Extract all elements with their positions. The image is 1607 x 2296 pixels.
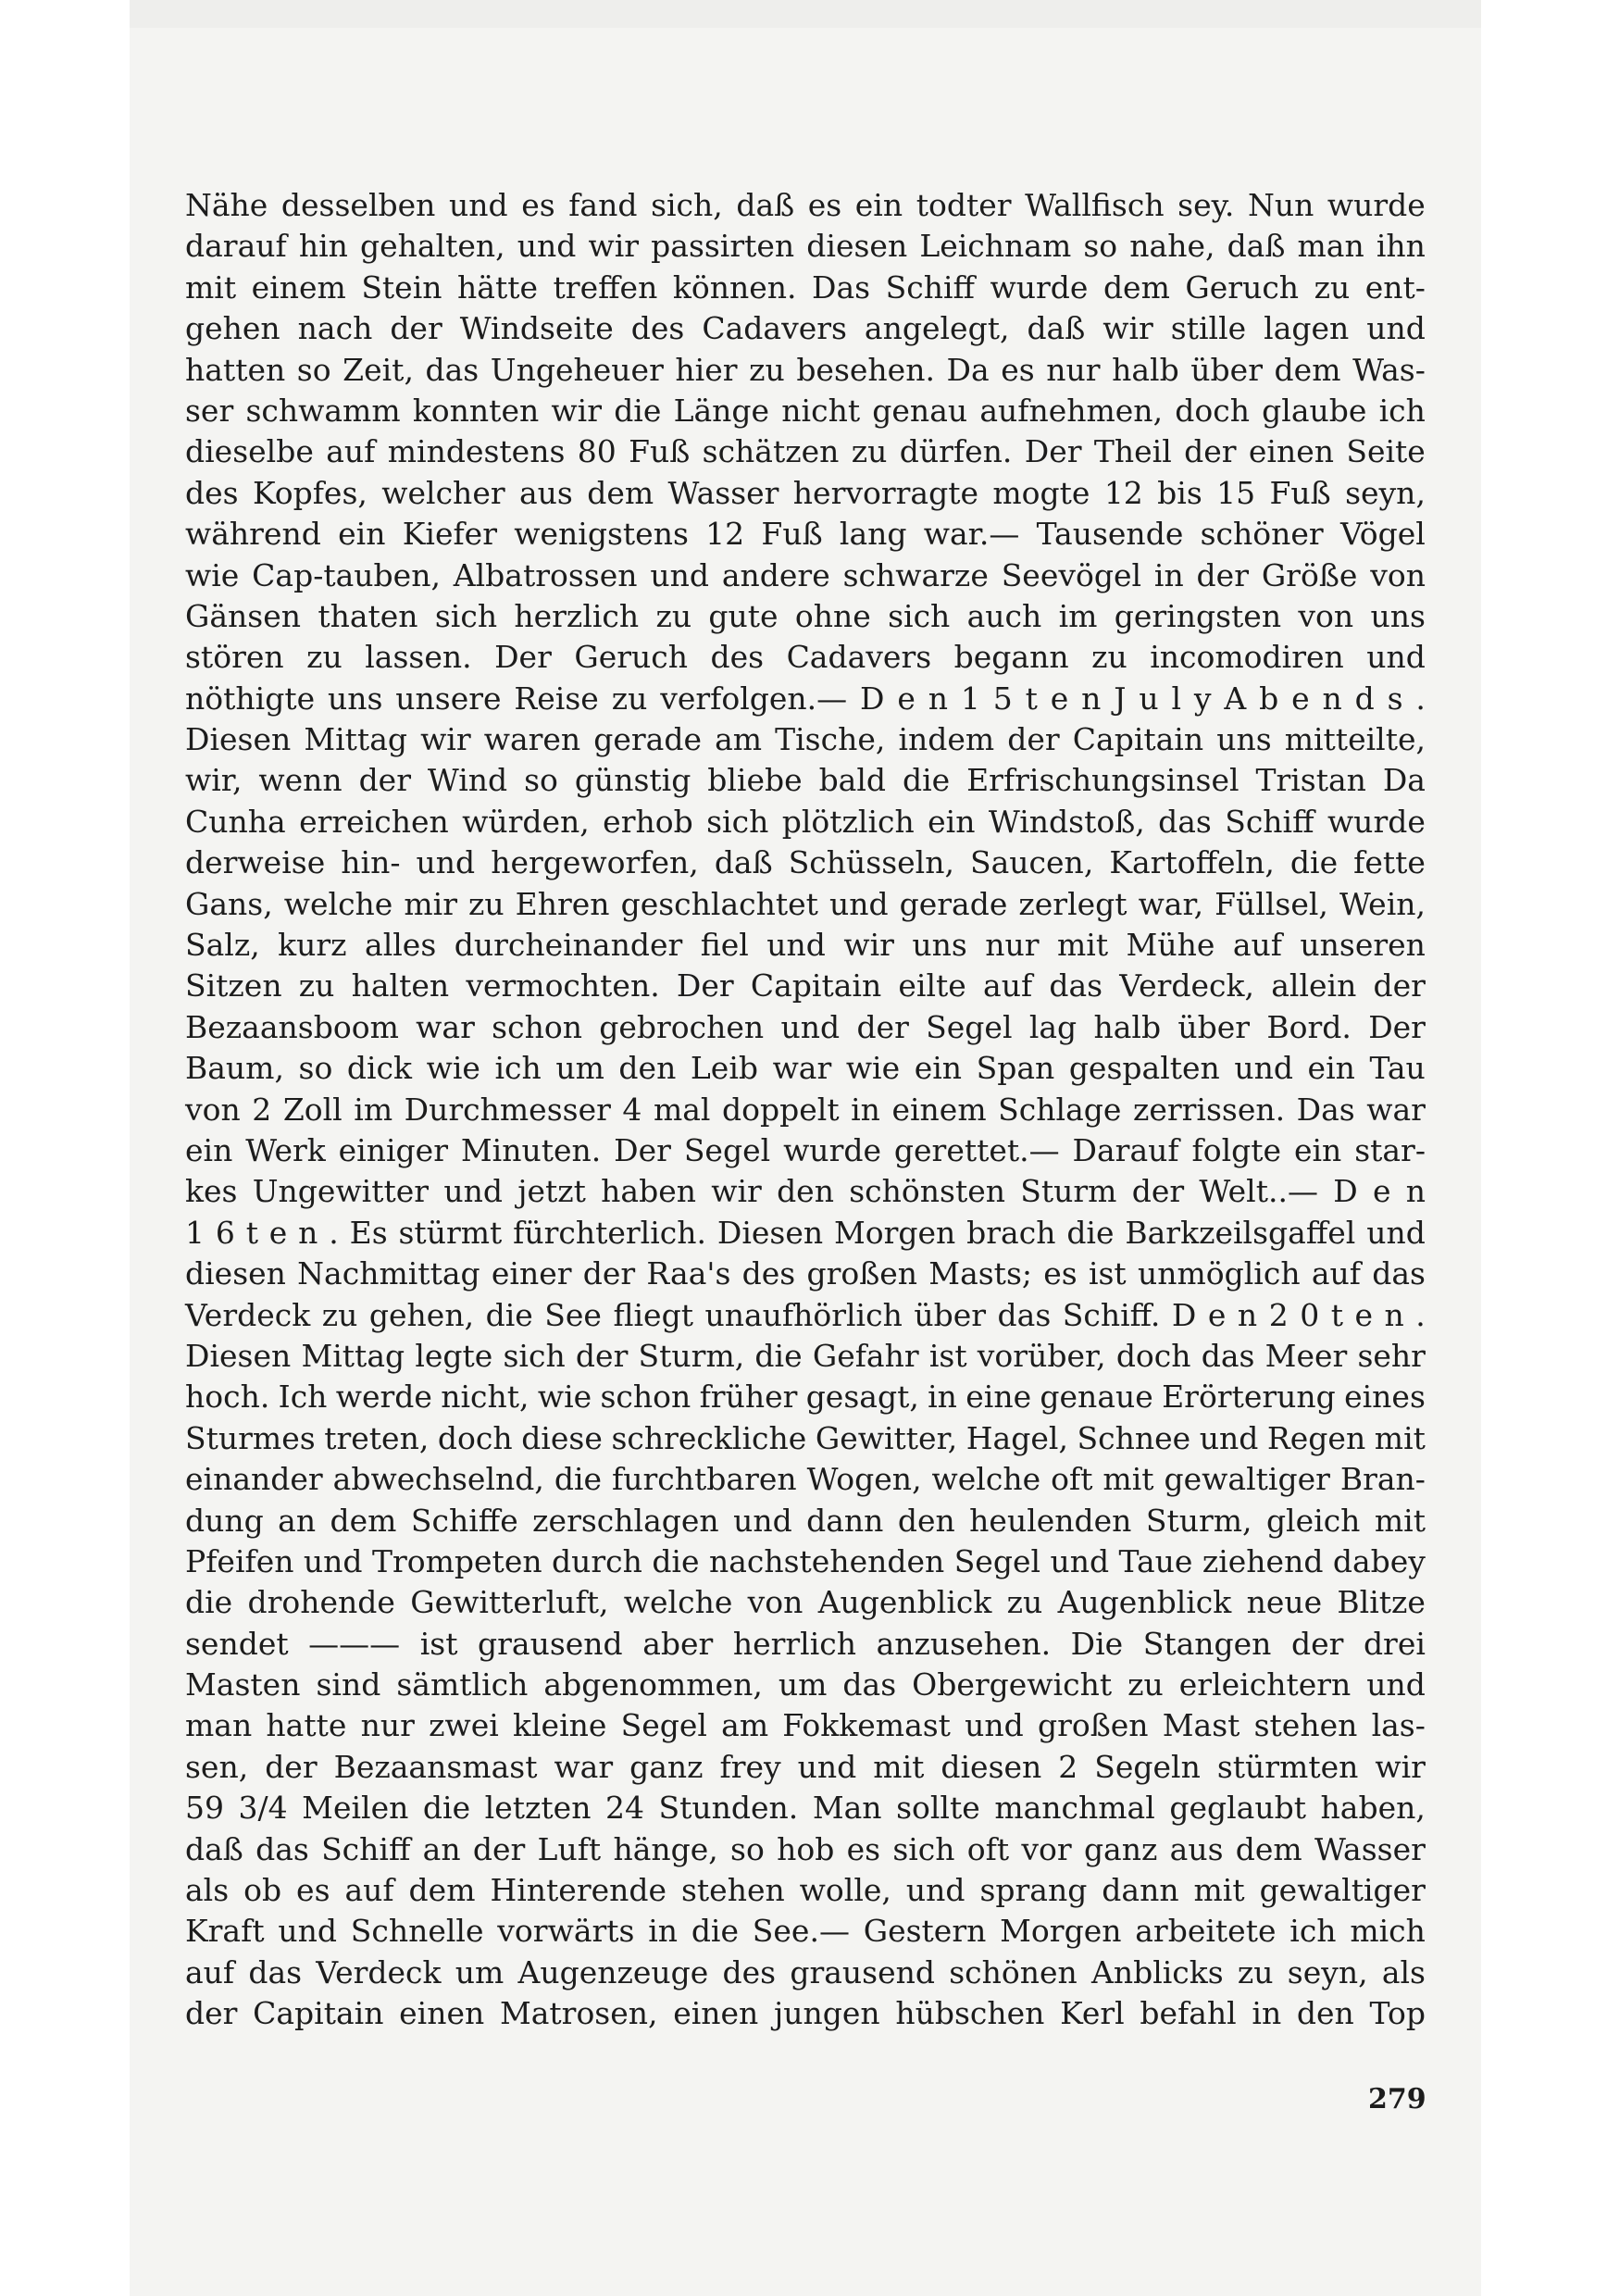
text-line: während ein Kiefer wenigstens 12 Fuß lang war.— Tausende schöner Vögel xyxy=(185,516,1426,553)
text-line: hoch. Ich werde nicht, wie schon früher gesagt, in eine genaue Erörterung eines xyxy=(185,1379,1426,1416)
text-line: der Capitain einen Matrosen, einen jungen hübschen Kerl befahl in den Top xyxy=(185,1995,1426,2032)
text-line: einander abwechselnd, die furchtbaren Wogen, welche oft mit gewaltiger Bran- xyxy=(185,1461,1426,1498)
text-line: Salz, kurz alles durcheinander fiel und wir uns nur mit Mühe auf unseren xyxy=(185,927,1426,964)
text-line: sen, der Bezaansmast war ganz frey und mit diesen 2 Segeln stürmten wir xyxy=(185,1748,1426,1785)
text-line: dung an dem Schiffe zerschlagen und dann den heulenden Sturm, gleich mit xyxy=(185,1502,1426,1539)
text-line: man hatte nur zwei kleine Segel am Fokkemast und großen Mast stehen las- xyxy=(185,1707,1426,1744)
text-line: Sitzen zu halten vermochten. Der Capitain eilte auf das Verdeck, allein der xyxy=(185,967,1426,1004)
text-line: 1 6 t e n . Es stürmt fürchterlich. Diesen Morgen brach die Barkzeilsgaffel und xyxy=(185,1214,1426,1251)
text-line: gehen nach der Windseite des Cadavers angelegt, daß wir stille lagen und xyxy=(185,310,1426,347)
text-line: stören zu lassen. Der Geruch des Cadavers begann zu incomodiren und xyxy=(185,639,1426,676)
body-text xyxy=(185,185,1426,2035)
text-line: ser schwamm konnten wir die Länge nicht genau aufnehmen, doch glaube ich xyxy=(185,392,1426,429)
text-line: daß das Schiff an der Luft hänge, so hob es sich oft vor ganz aus dem Wasser xyxy=(185,1830,1426,1867)
text-line: Sturmes treten, doch diese schreckliche Gewitter, Hagel, Schnee und Regen mit xyxy=(185,1419,1426,1456)
text-line: darauf hin gehalten, und wir passirten diesen Leichnam so nahe, daß man ihn xyxy=(185,228,1426,265)
text-line: von 2 Zoll im Durchmesser 4 mal doppelt in einem Schlage zerrissen. Das war xyxy=(185,1091,1426,1128)
text-line: kes Ungewitter und jetzt haben wir den schönsten Sturm der Welt..— D e n xyxy=(185,1173,1426,1210)
text-line: ein Werk einiger Minuten. Der Segel wurde gerettet.— Darauf folgte ein star- xyxy=(185,1131,1426,1168)
text-line: Bezaansboom war schon gebrochen und der Segel lag halb über Bord. Der xyxy=(185,1008,1426,1045)
text-line: des Kopfes, welcher aus dem Wasser hervorragte mogte 12 bis 15 Fuß seyn, xyxy=(185,474,1426,511)
text-line: Gans, welche mir zu Ehren geschlachtet und gerade zerlegt war, Füllsel, Wein, xyxy=(185,885,1426,922)
text-line: derweise hin- und hergeworfen, daß Schüsseln, Saucen, Kartoffeln, die fette xyxy=(185,844,1426,881)
text-line: dieselbe auf mindestens 80 Fuß schätzen zu dürfen. Der Theil der einen Seite xyxy=(185,433,1426,470)
text-line: Kraft und Schnelle vorwärts in die See.— Gestern Morgen arbeitete ich mich xyxy=(185,1913,1426,1950)
text-line: diesen Nachmittag einer der Raa's des großen Masts; es ist unmöglich auf das xyxy=(185,1255,1426,1292)
text-line: Baum, so dick wie ich um den Leib war wie ein Span gespalten und ein Tau xyxy=(185,1050,1426,1087)
text-line: Gänsen thaten sich herzlich zu gute ohne sich auch im geringsten von uns xyxy=(185,597,1426,634)
text-line: hatten so Zeit, das Ungeheuer hier zu besehen. Da es nur halb über dem Was- xyxy=(185,351,1426,388)
text-line: auf das Verdeck um Augenzeuge des grausend schönen Anblicks zu seyn, als xyxy=(185,1953,1426,1990)
text-line: mit einem Stein hätte treffen können. Das Schiff wurde dem Geruch zu ent- xyxy=(185,268,1426,306)
text-line: Masten sind sämtlich abgenommen, um das Obergewicht zu erleichtern und xyxy=(185,1666,1426,1703)
text-line: 59 3/4 Meilen die letzten 24 Stunden. Man sollte manchmal geglaubt haben, xyxy=(185,1790,1426,1827)
text-line: sendet ——— ist grausend aber herrlich anzusehen. Die Stangen der drei xyxy=(185,1625,1426,1662)
text-line: Verdeck zu gehen, die See fliegt unaufhörlich über das Schiff. D e n 2 0 t e n . xyxy=(185,1296,1426,1333)
page-number: 279 xyxy=(1368,2083,1426,2115)
text-line: nöthigte uns unsere Reise zu verfolgen.— D e n 1 5 t e n J u l y A b e n d s . xyxy=(185,680,1426,717)
text-line: wir, wenn der Wind so günstig bliebe bald die Erfrischungsinsel Tristan Da xyxy=(185,762,1426,799)
text-line: die drohende Gewitterluft, welche von Augenblick zu Augenblick neue Blitze xyxy=(185,1584,1426,1621)
text-line: Cunha erreichen würden, erhob sich plötzlich ein Windstoß, das Schiff wurde xyxy=(185,803,1426,840)
text-line: Pfeifen und Trompeten durch die nachstehenden Segel und Taue ziehend dabey xyxy=(185,1542,1426,1579)
text-line: als ob es auf dem Hinterende stehen wolle, und sprang dann mit gewaltiger xyxy=(185,1872,1426,1909)
text-line: Diesen Mittag wir waren gerade am Tische, indem der Capitain uns mitteilte, xyxy=(185,721,1426,758)
scan-top-edge xyxy=(130,0,1481,28)
text-line: Diesen Mittag legte sich der Sturm, die Gefahr ist vorüber, doch das Meer sehr xyxy=(185,1337,1426,1374)
text-line: Nähe desselben und es fand sich, daß es ein todter Wallfisch sey. Nun wurde xyxy=(185,187,1426,223)
text-line: wie Cap-tauben, Albatrossen und andere schwarze Seevögel in der Größe von xyxy=(185,556,1426,593)
